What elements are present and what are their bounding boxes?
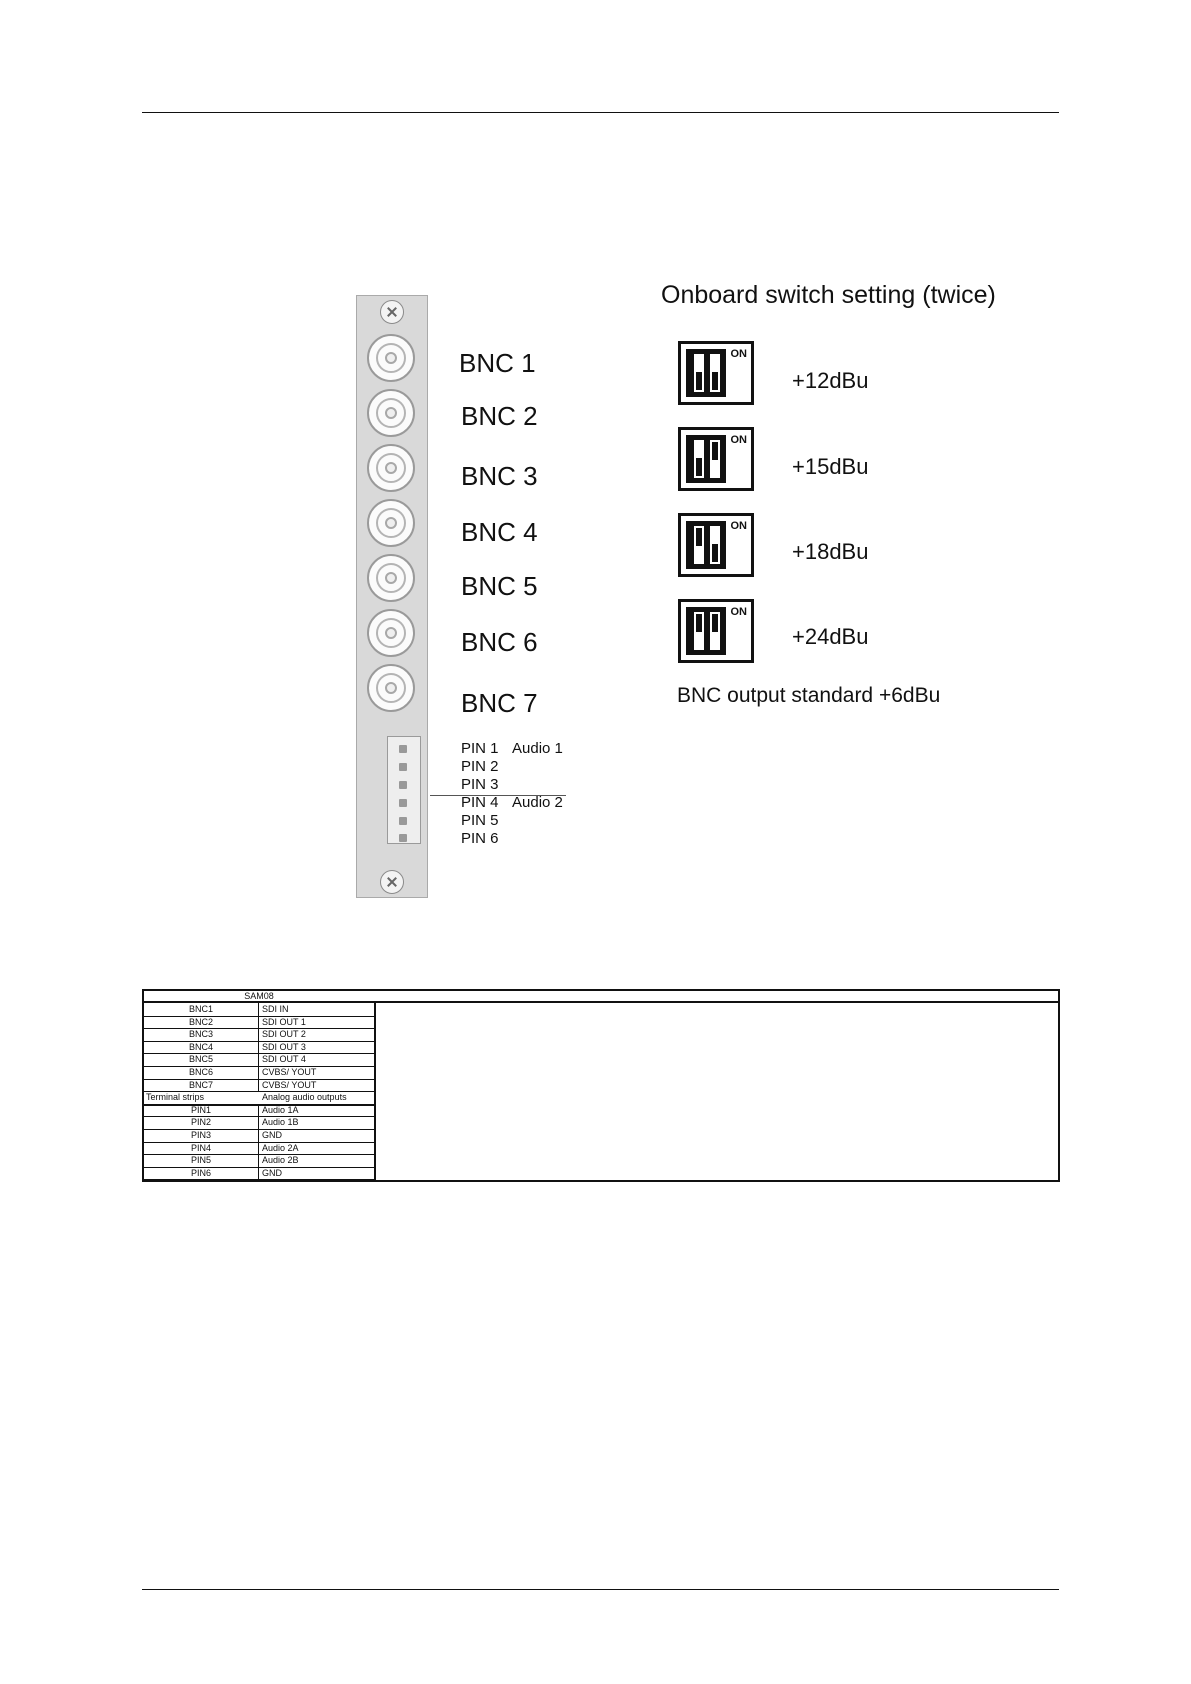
dip-switch-body	[686, 521, 726, 569]
table-cell-signal: GND	[262, 1167, 282, 1178]
bnc-label: BNC 4	[461, 517, 538, 547]
dip-lever	[710, 612, 720, 650]
pin-label: PIN 4	[461, 794, 499, 811]
dip-lever-knob	[712, 544, 718, 562]
table-cell-signal: CVBS/ YOUT	[262, 1067, 317, 1077]
terminal-pin	[399, 799, 407, 807]
dip-lever	[694, 612, 704, 650]
level-label: +15dBu	[792, 454, 869, 479]
terminal-pin	[399, 745, 407, 753]
table-cell-connector: BNC2	[144, 1016, 259, 1029]
table-cell-connector: BNC7	[144, 1079, 259, 1092]
dip-lever-knob	[696, 458, 702, 476]
table-cell-connector: PIN3	[144, 1129, 259, 1142]
bnc-connector-6	[367, 609, 415, 657]
table-cell-connector: PIN6	[144, 1167, 259, 1180]
dip-switch-icon	[678, 427, 754, 491]
table-cell-connector: Terminal strips	[146, 1092, 205, 1103]
table-cell-connector: BNC1	[144, 1003, 259, 1016]
pin-label: PIN 6	[461, 830, 499, 847]
table-cell-connector: PIN2	[144, 1116, 259, 1129]
table-row	[144, 1066, 374, 1080]
dip-on-label: ON	[730, 434, 747, 446]
switch-setting-title: Onboard switch setting (twice)	[661, 281, 996, 309]
table-empty-area	[374, 1003, 1058, 1180]
table-row	[144, 1028, 374, 1042]
bnc-label: BNC 7	[461, 688, 538, 718]
dip-lever-knob	[696, 372, 702, 390]
table-cell-signal: SDI OUT 2	[262, 1029, 306, 1040]
table-cell-signal: SDI OUT 1	[262, 1016, 306, 1027]
table-cell-connector: BNC3	[144, 1028, 259, 1041]
table-row	[144, 1167, 374, 1181]
table-header-label: SAM08	[244, 991, 274, 1001]
terminal-strip	[387, 736, 421, 844]
dip-lever	[694, 526, 704, 564]
table-row	[144, 1142, 374, 1156]
pin-label: PIN 5	[461, 812, 499, 829]
dip-lever-knob	[712, 442, 718, 460]
terminal-pin	[399, 763, 407, 771]
bnc-connector-3	[367, 444, 415, 492]
dip-lever	[710, 354, 720, 392]
dip-lever	[694, 354, 704, 392]
level-label: +12dBu	[792, 368, 869, 393]
bnc-output-standard-note: BNC output standard +6dBu	[677, 684, 941, 707]
connector-assignment-table	[142, 989, 1060, 1182]
dip-lever	[710, 526, 720, 564]
table-cell-signal: Audio 1B	[262, 1117, 299, 1128]
bnc-label: BNC 3	[461, 461, 538, 491]
bnc-connector-2	[367, 389, 415, 437]
dip-lever-knob	[712, 614, 718, 632]
dip-switch-body	[686, 349, 726, 397]
table-row	[144, 1003, 374, 1017]
bnc-label: BNC 5	[461, 571, 538, 601]
pin-label: PIN 3	[461, 776, 499, 793]
table-row	[144, 1104, 374, 1118]
table-cell-signal: SDI OUT 4	[262, 1054, 306, 1065]
dip-switch-body	[686, 435, 726, 483]
table-cell-connector: PIN1	[144, 1104, 259, 1117]
table-cell-connector: PIN4	[144, 1142, 259, 1155]
bnc-connector-4	[367, 499, 415, 547]
table-row	[144, 1129, 374, 1143]
bnc-label: BNC 2	[461, 401, 538, 431]
table-row	[144, 1154, 374, 1168]
table-cell-signal: SDI IN	[262, 1004, 289, 1014]
table-cell-signal: CVBS/ YOUT	[262, 1079, 317, 1090]
table-row	[144, 1016, 374, 1030]
dip-on-label: ON	[730, 520, 747, 532]
dip-lever-knob	[696, 614, 702, 632]
screw-icon	[380, 300, 404, 324]
dip-lever	[710, 440, 720, 478]
pin-label: PIN 1	[461, 740, 499, 757]
level-label: +18dBu	[792, 539, 869, 564]
table-cell-signal: SDI OUT 3	[262, 1041, 306, 1052]
pin-divider-line	[430, 795, 566, 796]
pin-note: Audio 1	[512, 740, 563, 757]
table-cell-connector: BNC4	[144, 1041, 259, 1054]
table-cell-connector: PIN5	[144, 1154, 259, 1167]
dip-lever-knob	[712, 372, 718, 390]
card-front-panel	[356, 295, 428, 898]
terminal-pin	[399, 834, 407, 842]
table-cell-signal: Audio 2A	[262, 1142, 299, 1153]
table-row	[144, 1041, 374, 1055]
dip-lever-knob	[696, 528, 702, 546]
bnc-label: BNC 6	[461, 627, 538, 657]
table-row	[144, 1053, 374, 1067]
bnc-label: BNC 1	[459, 348, 536, 378]
footer-rule	[142, 1589, 1059, 1590]
table-cell-signal: Analog audio outputs	[262, 1092, 347, 1103]
bnc-connector-7	[367, 664, 415, 712]
table-cell-connector: BNC5	[144, 1053, 259, 1066]
dip-on-label: ON	[730, 606, 747, 618]
table-cell-connector: BNC6	[144, 1066, 259, 1079]
pin-label: PIN 2	[461, 758, 499, 775]
dip-switch-icon	[678, 341, 754, 405]
terminal-pin	[399, 817, 407, 825]
table-row	[144, 1116, 374, 1130]
bnc-connector-1	[367, 334, 415, 382]
screw-icon	[380, 870, 404, 894]
terminal-pin	[399, 781, 407, 789]
table-header	[144, 991, 1058, 1003]
table-cell-signal: Audio 2B	[262, 1155, 299, 1166]
dip-switch-icon	[678, 513, 754, 577]
table-row	[144, 1079, 374, 1093]
bnc-connector-5	[367, 554, 415, 602]
pin-note: Audio 2	[512, 794, 563, 811]
header-rule	[142, 112, 1059, 113]
table-cell-signal: Audio 1A	[262, 1104, 299, 1115]
dip-on-label: ON	[730, 348, 747, 360]
dip-switch-body	[686, 607, 726, 655]
table-cell-signal: GND	[262, 1130, 282, 1140]
level-label: +24dBu	[792, 624, 869, 649]
dip-lever	[694, 440, 704, 478]
dip-switch-icon	[678, 599, 754, 663]
